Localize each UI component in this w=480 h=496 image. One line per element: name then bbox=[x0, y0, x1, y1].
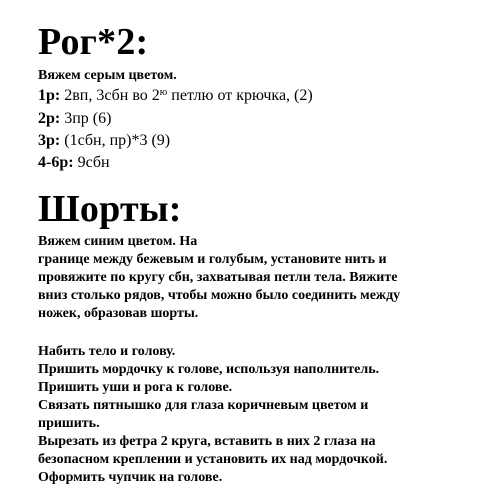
row-text-cont: петлю от крючка, (2) bbox=[167, 87, 313, 104]
row-superscript: ю bbox=[159, 87, 168, 98]
text-line: провяжите по кругу сбн, захватывая петли тела. Вяжите bbox=[38, 270, 398, 285]
row-label: 1р: bbox=[38, 87, 61, 104]
shorts-paragraph-2 bbox=[38, 343, 478, 487]
row-text: 3пр (6) bbox=[60, 110, 112, 127]
text-line: Пришить мордочку к голове, используя наполнитель. bbox=[38, 362, 380, 377]
row-text: 9сбн bbox=[73, 154, 110, 171]
horn-color-note: Вяжем серым цветом. bbox=[38, 68, 177, 83]
row-label: 3р: bbox=[38, 132, 61, 149]
text-line: безопасном креплении и установить их над мордочкой. bbox=[38, 452, 388, 467]
text-line: Вяжем синим цветом. На bbox=[38, 234, 198, 249]
row-text: (1сбн, пр)*3 (9) bbox=[60, 132, 171, 149]
row-text: 2вп, 3сбн во 2 bbox=[60, 87, 160, 104]
text-line: границе между бежевым и голубым, установите нить и bbox=[38, 252, 387, 267]
text-line: ножек, образовав шорты. bbox=[38, 306, 199, 321]
row-label: 4-6р: bbox=[38, 154, 74, 171]
horn-row-3 bbox=[38, 131, 170, 151]
text-line: Вырезать из фетра 2 круга, вставить в них 2 глаза на bbox=[38, 434, 376, 449]
text-line: вниз столько рядов, чтобы можно было соединить между bbox=[38, 288, 401, 303]
row-label: 2р: bbox=[38, 110, 61, 127]
shorts-heading: Шорты: bbox=[38, 188, 182, 230]
shorts-paragraph-1 bbox=[38, 233, 478, 323]
text-line: Связать пятнышко для глаза коричневым цветом и bbox=[38, 398, 369, 413]
horn-row-4 bbox=[38, 153, 110, 173]
text-line: пришить. bbox=[38, 416, 100, 431]
text-line: Пришить уши и рога к голове. bbox=[38, 380, 233, 395]
text-line: Оформить чупчик на голове. bbox=[38, 470, 223, 485]
horn-row-1 bbox=[38, 86, 313, 106]
horn-row-2 bbox=[38, 109, 111, 129]
text-line: Набить тело и голову. bbox=[38, 344, 176, 359]
horn-heading: Рог*2: bbox=[38, 21, 149, 63]
